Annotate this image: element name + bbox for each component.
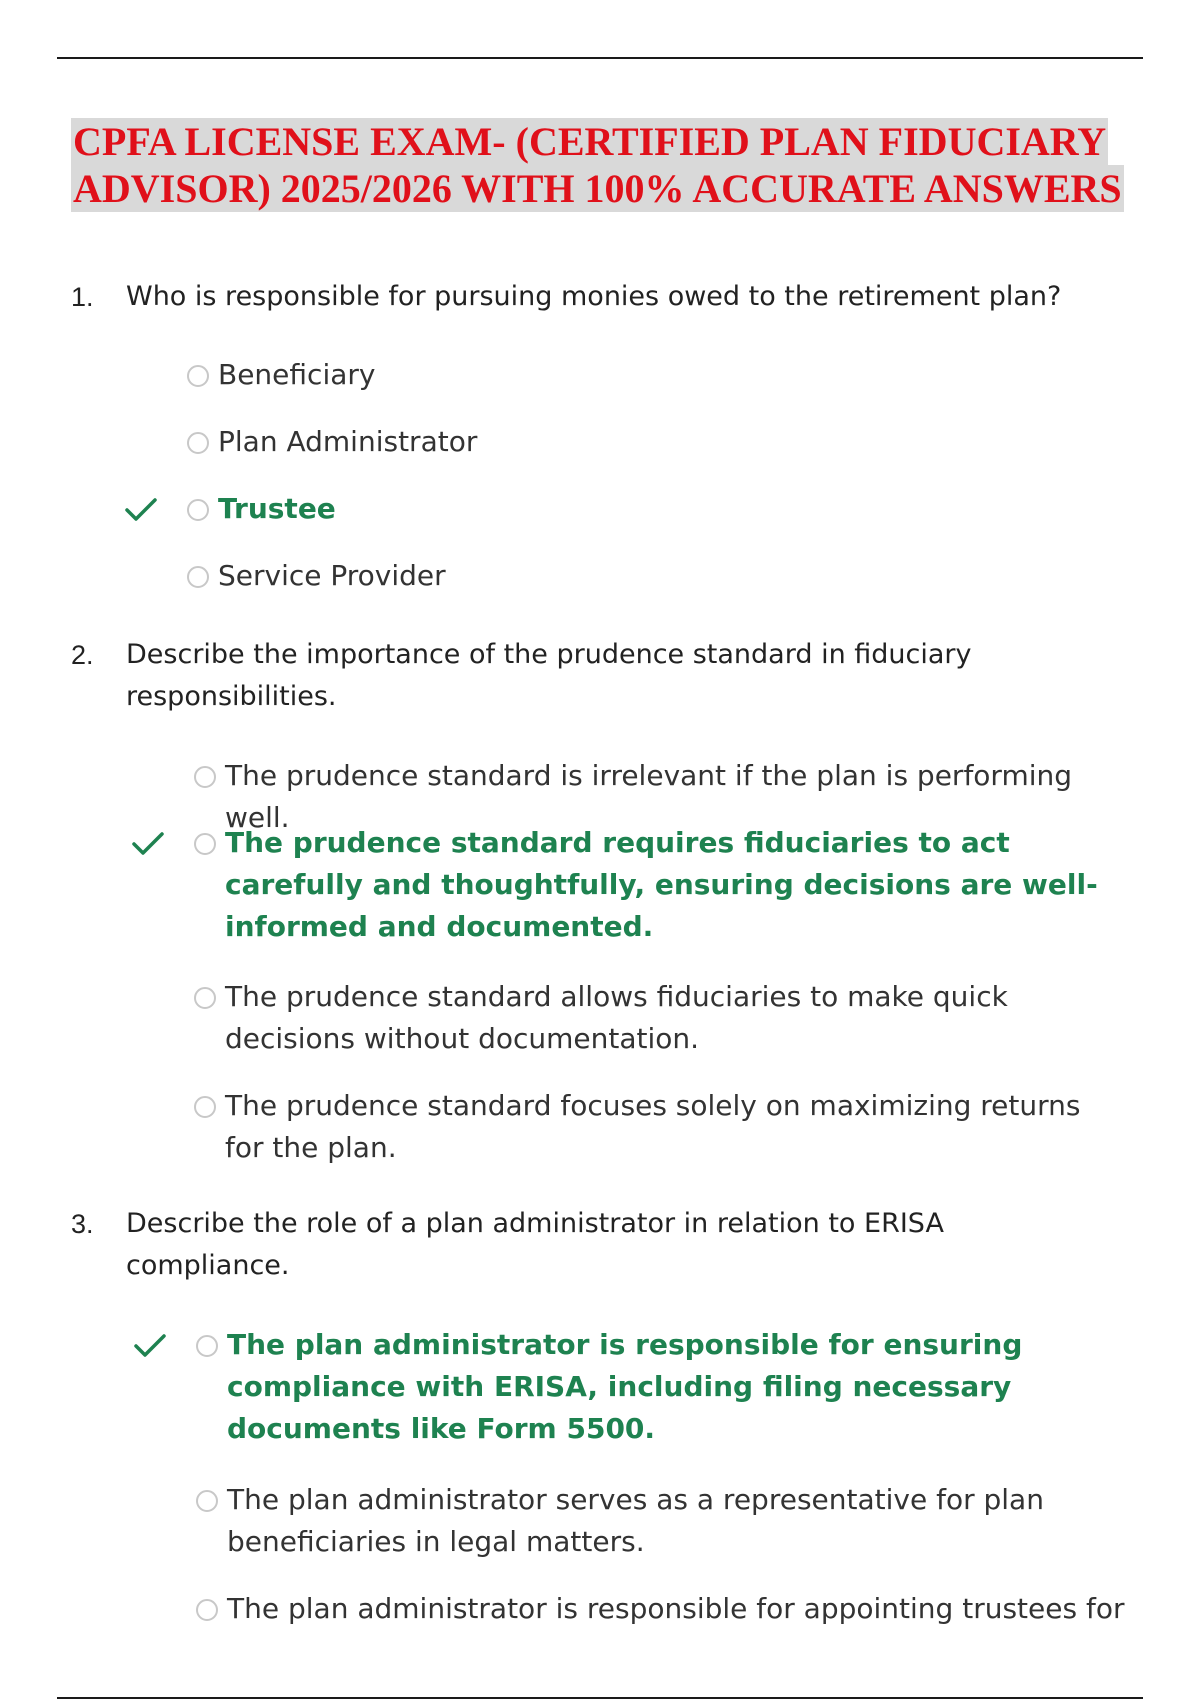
option-label: Service Provider [218, 559, 446, 592]
document-title [71, 118, 1131, 212]
radio-icon[interactable] [186, 498, 210, 522]
radio-icon[interactable] [195, 1598, 219, 1622]
radio-icon[interactable] [195, 1334, 219, 1358]
radio-icon[interactable] [193, 832, 217, 856]
option-label-correct: The prudence standard requires fiduciaries to act carefully and thoughtfully, ensuring decisions are well-informed and documented. [225, 826, 1098, 943]
option-label: The prudence standard allows fiduciaries to make quick decisions without documentation. [225, 980, 1008, 1055]
question-number: 1. [71, 282, 94, 312]
option-label: The prudence standard is irrelevant if the plan is performing well. [225, 759, 1073, 834]
radio-icon[interactable] [193, 986, 217, 1010]
option-label: The plan administrator serves as a representative for plan beneficiaries in legal matters. [227, 1483, 1044, 1558]
title-line-2: ADVISOR) 2025/2026 WITH 100% ACCURATE ANSWERS [73, 166, 1122, 211]
question-number: 2. [71, 640, 94, 670]
check-icon [124, 496, 158, 524]
radio-icon[interactable] [186, 565, 210, 589]
option-label: Beneficiary [218, 358, 376, 391]
option-label-correct: Trustee [218, 492, 336, 525]
question-text: Describe the importance of the prudence standard in fiduciary responsibilities. [126, 639, 972, 712]
radio-icon[interactable] [193, 765, 217, 789]
title-line-1: CPFA LICENSE EXAM- (CERTIFIED PLAN FIDUCIARY [73, 119, 1107, 164]
question-number: 3. [71, 1209, 94, 1239]
option-label: Plan Administrator [218, 425, 478, 458]
radio-icon[interactable] [186, 364, 210, 388]
question-text: Describe the role of a plan administrator in relation to ERISA compliance. [126, 1208, 944, 1281]
bottom-rule [57, 1697, 1143, 1699]
radio-icon[interactable] [186, 431, 210, 455]
question-text: Who is responsible for pursuing monies owed to the retirement plan? [126, 281, 1062, 312]
option-label: The plan administrator is responsible for appointing trustees for [227, 1592, 1125, 1625]
option-label: The prudence standard focuses solely on maximizing returns for the plan. [225, 1089, 1081, 1164]
top-rule [57, 57, 1143, 59]
check-icon [133, 1332, 167, 1360]
option-label-correct: The plan administrator is responsible for ensuring compliance with ERISA, including filing necessary documents like Form 5500. [227, 1328, 1023, 1445]
radio-icon[interactable] [193, 1095, 217, 1119]
radio-icon[interactable] [195, 1489, 219, 1513]
check-icon [131, 830, 165, 858]
